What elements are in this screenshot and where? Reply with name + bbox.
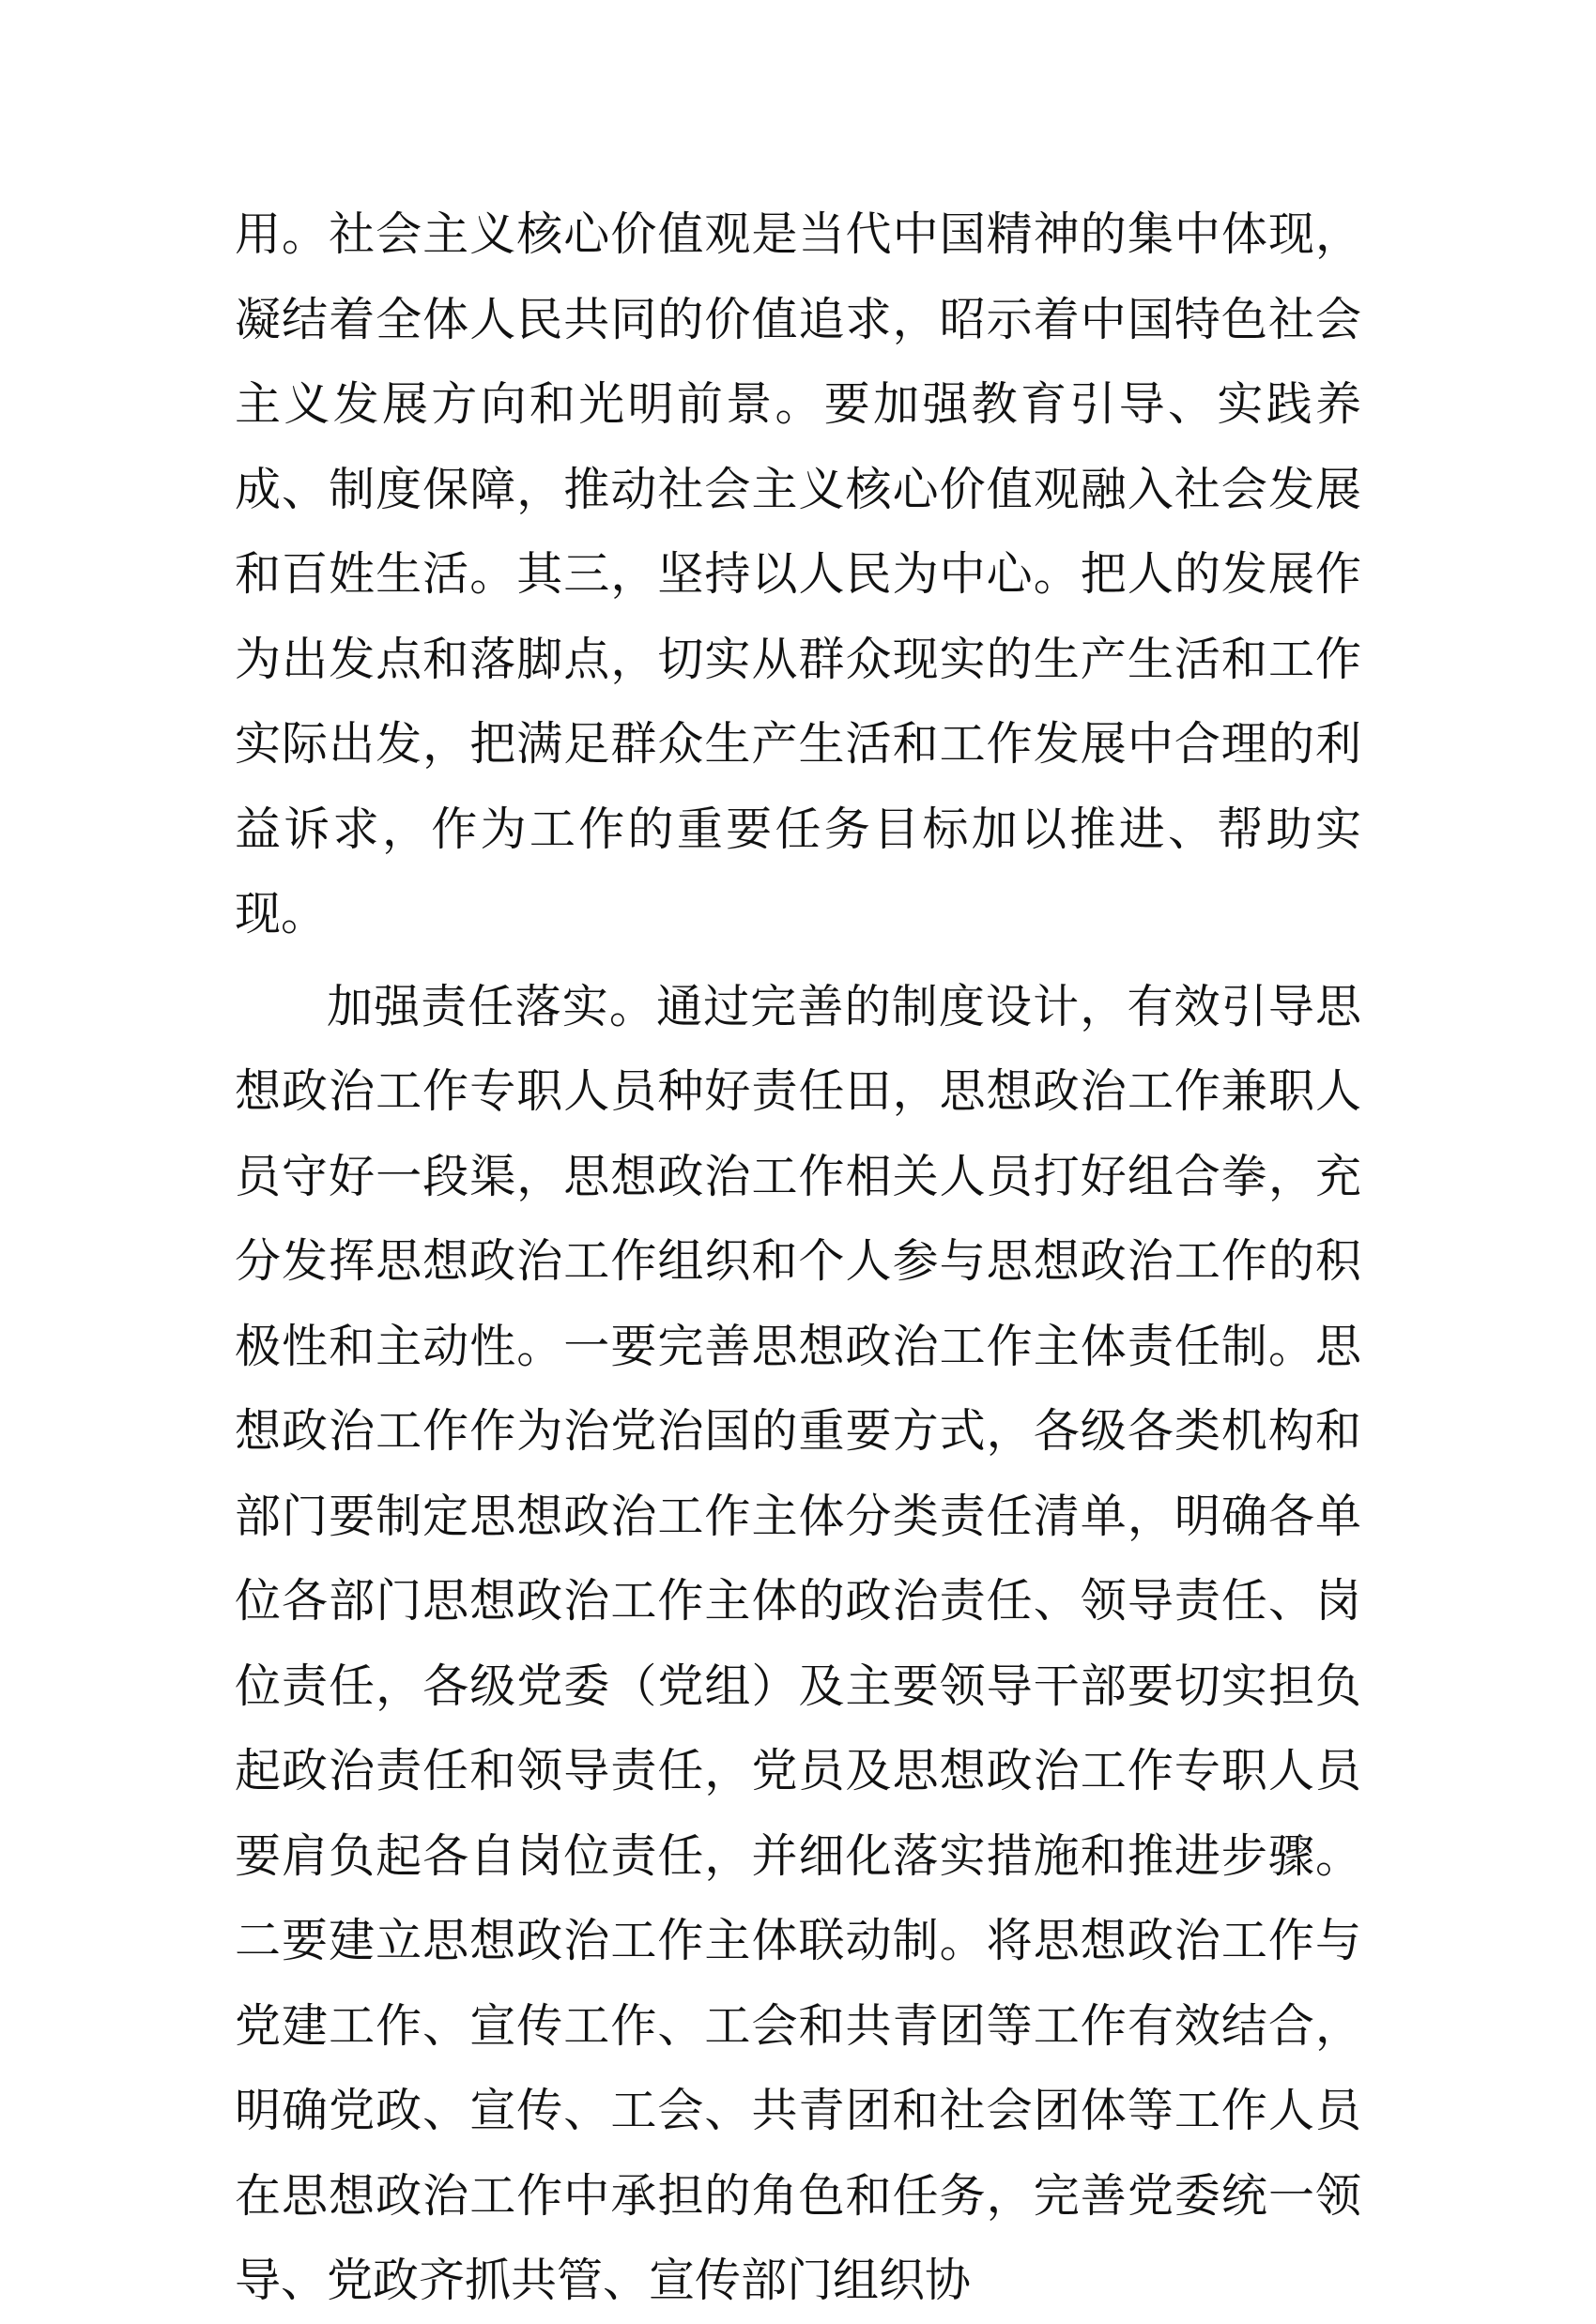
document-body: [235, 192, 1361, 2324]
paragraph-continued: 用。社会主义核心价值观是当代中国精神的集中体现，凝结着全体人民共同的价值追求，昭示着中国特色社会主义发展方向和光明前景。要加强教育引导、实践养成、制度保障，推动社会主义核心价值观融入社会发展和百姓生活。其三，坚持以人民为中心。把人的发展作为出发点和落脚点，切实从群众现实的生产生活和工作实际出发，把满足群众生产生活和工作发展中合理的利益诉求，作为工作的重要任务目标加以推进、帮助实现。: [235, 207, 1361, 940]
paragraph-responsibility: 加强责任落实。通过完善的制度设计，有效引导思想政治工作专职人员种好责任田，思想政治工作兼职人员守好一段渠，思想政治工作相关人员打好组合拳，充分发挥思想政治工作组织和个人参与思想政治工作的积极性和主动性。一要完善思想政治工作主体责任制。思想政治工作作为治党治国的重要方式，各级各类机构和部门要制定思想政治工作主体分类责任清单，明确各单位各部门思想政治工作主体的政治责任、领导责任、岗位责任，各级党委（党组）及主要领导干部要切实担负起政治责任和领导责任，党员及思想政治工作专职人员要肩负起各自岗位责任，并细化落实措施和推进步骤。二要建立思想政治工作主体联动制。将思想政治工作与党建工作、宣传工作、工会和共青团等工作有效结合，明确党政、宣传、工会、共青团和社会团体等工作人员在思想政治工作中承担的角色和任务，完善党委统一领导、党政齐抓共管、宣传部门组织协: [235, 979, 1361, 2307]
